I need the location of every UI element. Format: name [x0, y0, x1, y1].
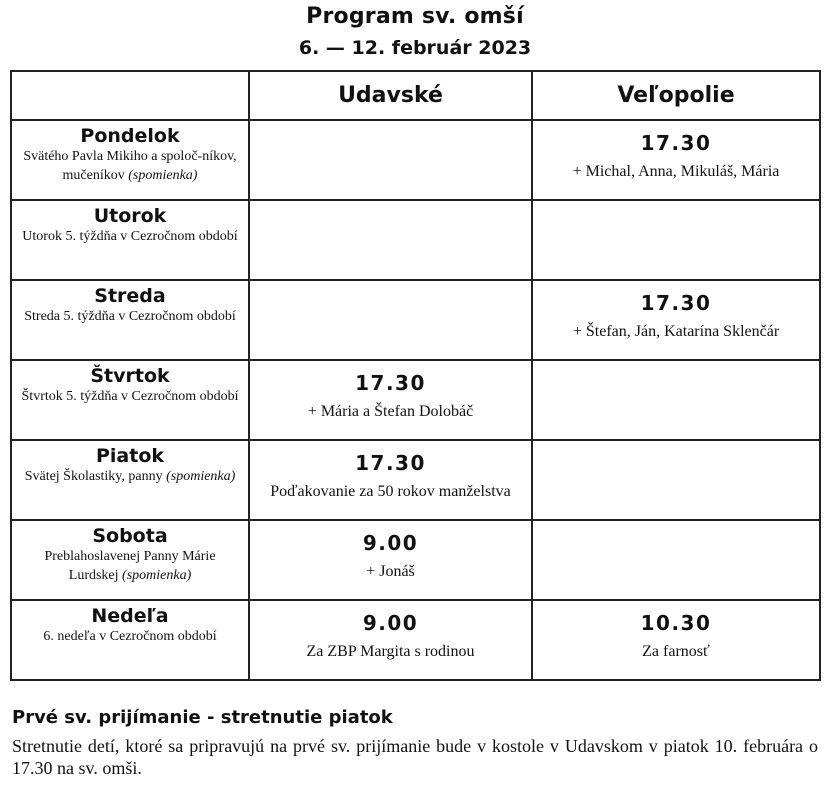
mass-time: 9.00 — [362, 531, 419, 555]
header-udavske: Udavské — [249, 71, 532, 120]
velopolie-mass-cell — [532, 360, 820, 440]
day-name: Utorok — [93, 205, 167, 227]
velopolie-mass-cell — [532, 440, 820, 520]
day-name: Sobota — [92, 525, 168, 547]
udavske-mass-cell — [249, 280, 532, 360]
day-cell — [11, 280, 249, 360]
table-header-row — [11, 71, 820, 120]
mass-intention: Poďakovanie za 50 rokov manželstva — [270, 483, 511, 500]
udavske-mass-cell — [249, 600, 532, 680]
day-name: Nedeľa — [91, 605, 169, 627]
mass-time: 17.30 — [355, 371, 426, 395]
day-description: Svätej Školastiky, panny (spomienka) — [24, 469, 236, 484]
mass-intention: Za ZBP Margita s rodinou — [306, 643, 475, 660]
table-row — [11, 120, 820, 200]
mass-intention: + Michal, Anna, Mikuláš, Mária — [572, 163, 780, 180]
mass-time: 17.30 — [640, 131, 712, 155]
velopolie-mass-cell — [532, 520, 820, 600]
udavske-mass-cell — [249, 440, 532, 520]
day-name: Štvrtok — [90, 365, 170, 387]
velopolie-mass-cell — [532, 280, 820, 360]
day-description: Utorok 5. týždňa v Cezročnom období — [22, 229, 238, 244]
day-description: 6. nedeľa v Cezročnom období — [43, 629, 217, 644]
velopolie-mass-cell — [532, 600, 820, 680]
udavske-mass-cell — [249, 360, 532, 440]
udavske-mass-cell — [249, 520, 532, 600]
day-name: Streda — [94, 285, 166, 307]
table-row — [11, 200, 820, 280]
day-cell — [11, 520, 249, 600]
table-row — [11, 280, 820, 360]
day-name: Piatok — [95, 445, 165, 467]
day-cell — [11, 600, 249, 680]
velopolie-mass-cell — [532, 120, 820, 200]
velopolie-mass-cell — [532, 200, 820, 280]
mass-intention: + Jonáš — [366, 563, 415, 580]
notice-title: Prvé sv. prijímanie - stretnutie piatok — [12, 707, 393, 728]
day-description: Streda 5. týždňa v Cezročnom období — [24, 309, 236, 324]
udavske-mass-cell — [249, 120, 532, 200]
day-cell — [11, 440, 249, 520]
table-row — [11, 600, 820, 680]
day-description: Preblahoslavenej Panny Márie Lurdskej (spomienka) — [44, 549, 216, 583]
day-cell — [11, 120, 249, 200]
mass-intention: + Mária a Štefan Dolobáč — [307, 403, 474, 420]
day-cell — [11, 200, 249, 280]
table-row — [11, 440, 820, 520]
mass-time: 9.00 — [362, 611, 419, 635]
day-description: Štvrtok 5. týždňa v Cezročnom období — [21, 389, 239, 404]
mass-time: 17.30 — [640, 291, 712, 315]
day-name: Pondelok — [80, 125, 180, 147]
header-day-column — [11, 71, 249, 120]
date-range: 6. — 12. február 2023 — [298, 37, 532, 59]
mass-time: 10.30 — [640, 611, 712, 635]
page-title: Program sv. omší — [306, 4, 524, 29]
header-velopolie: Veľopolie — [532, 71, 820, 120]
day-description: Svätého Pavla Mikiho a spoloč-níkov, mučeníkov (spomienka) — [23, 149, 237, 183]
mass-intention: Za farnosť — [642, 643, 710, 660]
mass-time: 17.30 — [355, 451, 426, 475]
mass-schedule-table — [10, 70, 821, 681]
day-cell — [11, 360, 249, 440]
notice-body: Stretnutie detí, ktoré sa pripravujú na prvé sv. prijímanie bude v kostole v Udavskom v piatok 10. februára o 17.30 na sv. omši. — [12, 736, 818, 778]
udavske-mass-cell — [249, 200, 532, 280]
table-row — [11, 360, 820, 440]
mass-intention: + Štefan, Ján, Katarína Sklenčár — [572, 323, 780, 340]
table-row — [11, 520, 820, 600]
